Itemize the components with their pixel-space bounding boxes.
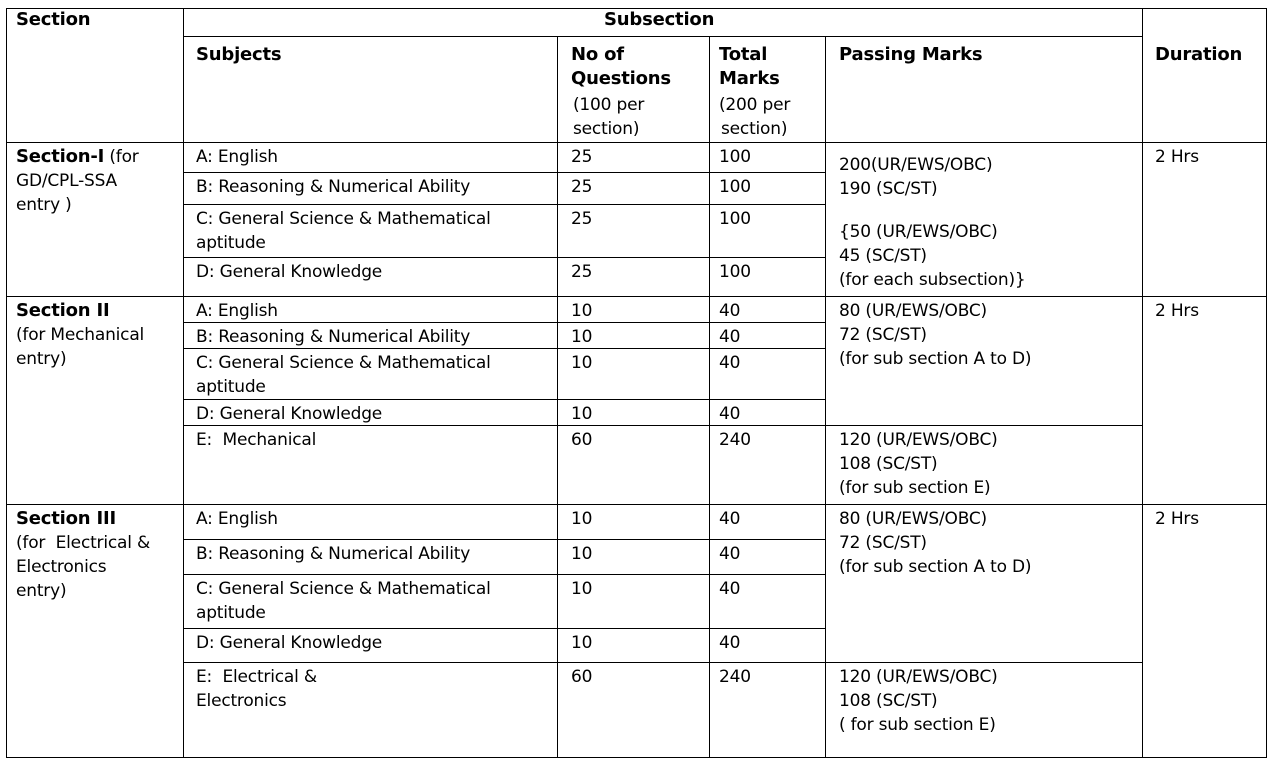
passing-marks-value: (for each subsection)}	[839, 270, 1026, 290]
section-description: Electronics	[16, 557, 107, 577]
section-description: GD/CPL-SSA	[16, 171, 117, 191]
subject-label: A: English	[196, 509, 278, 529]
questions-value: 10	[571, 353, 593, 373]
header-subjects: Subjects	[196, 44, 282, 65]
row-rule	[183, 322, 826, 323]
marks-value: 40	[719, 301, 741, 321]
section-description: (for Electrical &	[16, 533, 151, 553]
passing-rule	[825, 425, 1143, 426]
subject-label: C: General Science & Mathematical	[196, 579, 491, 599]
section-description: entry )	[16, 195, 72, 215]
questions-value: 10	[571, 579, 593, 599]
passing-marks-value: (for sub section A to D)	[839, 349, 1032, 369]
marks-value: 100	[719, 262, 751, 282]
questions-value: 25	[571, 177, 593, 197]
duration-value: 2 Hrs	[1155, 509, 1199, 529]
marks-value: 100	[719, 177, 751, 197]
section-bottom-rule	[6, 504, 1267, 505]
row-rule	[183, 204, 826, 205]
row-rule	[183, 425, 826, 426]
section-title: Section II	[16, 300, 110, 321]
questions-value: 60	[571, 430, 593, 450]
subject-label: E: Mechanical	[196, 430, 317, 450]
marks-value: 40	[719, 579, 741, 599]
duration-value: 2 Hrs	[1155, 147, 1199, 167]
header-marks-note: section)	[721, 119, 788, 139]
row-rule	[183, 399, 826, 400]
questions-value: 10	[571, 544, 593, 564]
section-description: (for Mechanical	[16, 325, 145, 345]
marks-value: 40	[719, 327, 741, 347]
subject-label: B: Reasoning & Numerical Ability	[196, 544, 471, 564]
passing-marks-value: ( for sub section E)	[839, 715, 996, 735]
row-rule	[183, 662, 826, 663]
questions-value: 10	[571, 327, 593, 347]
section-title: Section III	[16, 508, 116, 529]
subject-label: aptitude	[196, 377, 266, 397]
subject-label: aptitude	[196, 603, 266, 623]
subject-label: C: General Science & Mathematical	[196, 209, 491, 229]
left-border	[6, 8, 7, 757]
passing-marks-value: {50 (UR/EWS/OBC)	[839, 222, 998, 242]
marks-value: 40	[719, 633, 741, 653]
questions-value: 10	[571, 633, 593, 653]
marks-value: 40	[719, 509, 741, 529]
marks-value: 40	[719, 353, 741, 373]
row-rule	[183, 628, 826, 629]
subject-label: B: Reasoning & Numerical Ability	[196, 177, 471, 197]
subject-label: E: Electrical &	[196, 667, 317, 687]
section-title-suffix: (for	[104, 147, 139, 167]
passing-rule	[825, 662, 1143, 663]
passing-marks-value: 120 (UR/EWS/OBC)	[839, 667, 998, 687]
section-title: Section-I (for	[16, 146, 139, 167]
subsection-rule	[183, 36, 1143, 37]
subject-label: D: General Knowledge	[196, 262, 383, 282]
section-column-rule	[183, 8, 184, 757]
questions-value: 25	[571, 262, 593, 282]
questions-value: 10	[571, 404, 593, 424]
section-description: entry)	[16, 581, 67, 601]
passing-marks-value: 45 (SC/ST)	[839, 246, 927, 266]
right-border	[1266, 8, 1267, 757]
header-total-marks: Total	[719, 44, 768, 65]
marks-column-rule	[825, 36, 826, 757]
subject-label: B: Reasoning & Numerical Ability	[196, 327, 471, 347]
marks-value: 240	[719, 430, 751, 450]
subjects-column-rule	[557, 36, 558, 757]
passing-marks-value: (for sub section A to D)	[839, 557, 1032, 577]
marks-value: 40	[719, 544, 741, 564]
marks-value: 100	[719, 147, 751, 167]
row-rule	[183, 539, 826, 540]
passing-marks-value: 190 (SC/ST)	[839, 179, 938, 199]
header-total-marks: Marks	[719, 68, 780, 89]
passing-marks-value: 72 (SC/ST)	[839, 325, 927, 345]
subject-label: A: English	[196, 147, 278, 167]
questions-value: 25	[571, 209, 593, 229]
header-questions-note: (100 per	[573, 95, 645, 115]
passing-marks-value: 72 (SC/ST)	[839, 533, 927, 553]
marks-value: 40	[719, 404, 741, 424]
passing-marks-value: 80 (UR/EWS/OBC)	[839, 301, 987, 321]
header-duration: Duration	[1155, 44, 1243, 65]
questions-value: 10	[571, 509, 593, 529]
section-description: entry)	[16, 349, 67, 369]
section-bottom-rule	[6, 296, 1267, 297]
row-rule	[183, 574, 826, 575]
row-rule	[183, 348, 826, 349]
subject-label: A: English	[196, 301, 278, 321]
passing-column-rule	[1142, 8, 1143, 757]
questions-column-rule	[709, 36, 710, 757]
passing-marks-value: 108 (SC/ST)	[839, 691, 938, 711]
header-passing-marks: Passing Marks	[839, 44, 983, 65]
header-questions: No of	[571, 44, 624, 65]
subject-label: D: General Knowledge	[196, 404, 383, 424]
passing-marks-value: 80 (UR/EWS/OBC)	[839, 509, 987, 529]
passing-marks-value: (for sub section E)	[839, 478, 991, 498]
duration-value: 2 Hrs	[1155, 301, 1199, 321]
header-questions-note: section)	[573, 119, 640, 139]
header-bottom-rule	[6, 142, 1267, 143]
subject-label: D: General Knowledge	[196, 633, 383, 653]
subject-label: aptitude	[196, 233, 266, 253]
subject-label: C: General Science & Mathematical	[196, 353, 491, 373]
passing-marks-value: 108 (SC/ST)	[839, 454, 938, 474]
subject-label: Electronics	[196, 691, 287, 711]
header-questions: Questions	[571, 68, 671, 89]
header-section: Section	[16, 9, 91, 30]
row-rule	[183, 257, 826, 258]
row-rule	[183, 172, 826, 173]
marks-value: 240	[719, 667, 751, 687]
questions-value: 25	[571, 147, 593, 167]
questions-value: 60	[571, 667, 593, 687]
passing-marks-value: 120 (UR/EWS/OBC)	[839, 430, 998, 450]
header-marks-note: (200 per	[719, 95, 791, 115]
questions-value: 10	[571, 301, 593, 321]
header-subsection: Subsection	[604, 9, 715, 30]
marks-value: 100	[719, 209, 751, 229]
passing-marks-value: 200(UR/EWS/OBC)	[839, 155, 993, 175]
